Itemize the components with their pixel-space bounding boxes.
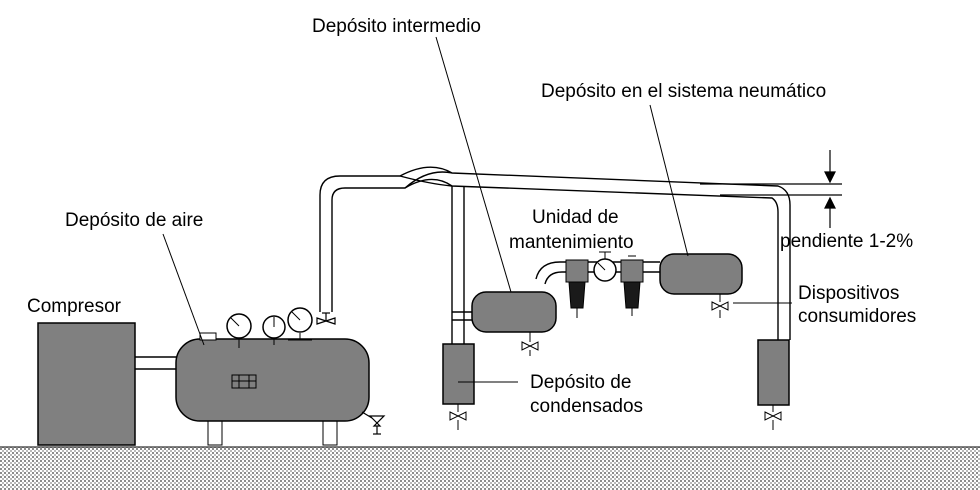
condensate-tank-left <box>443 344 474 430</box>
label-maintenance-unit-line2: mantenimiento <box>509 232 634 253</box>
air-tank <box>176 333 369 445</box>
label-consumers-line2: consumidores <box>798 306 917 327</box>
system-tank <box>660 254 742 318</box>
pressure-switch-icon <box>288 308 312 340</box>
valve-icon <box>317 313 335 324</box>
ground <box>0 447 980 490</box>
label-maintenance-unit-line1: Unidad de <box>532 207 619 228</box>
label-condensate-line2: condensados <box>530 396 644 417</box>
drain-valve-icon <box>362 412 384 434</box>
label-condensate-line1: Depósito de <box>530 372 632 393</box>
label-intermediate-tank: Depósito intermedio <box>312 16 481 37</box>
label-slope: pendiente 1-2% <box>780 231 914 252</box>
condensate-tank-right <box>758 340 789 430</box>
compressor <box>38 323 135 445</box>
label-system-tank: Depósito en el sistema neumático <box>541 81 827 102</box>
slope-indicator <box>700 150 842 228</box>
label-consumers-line1: Dispositivos <box>798 283 900 304</box>
maintenance-unit <box>566 252 643 318</box>
label-compressor: Compresor <box>27 296 121 317</box>
label-air-tank: Depósito de aire <box>65 210 204 231</box>
intermediate-tank <box>472 292 556 356</box>
